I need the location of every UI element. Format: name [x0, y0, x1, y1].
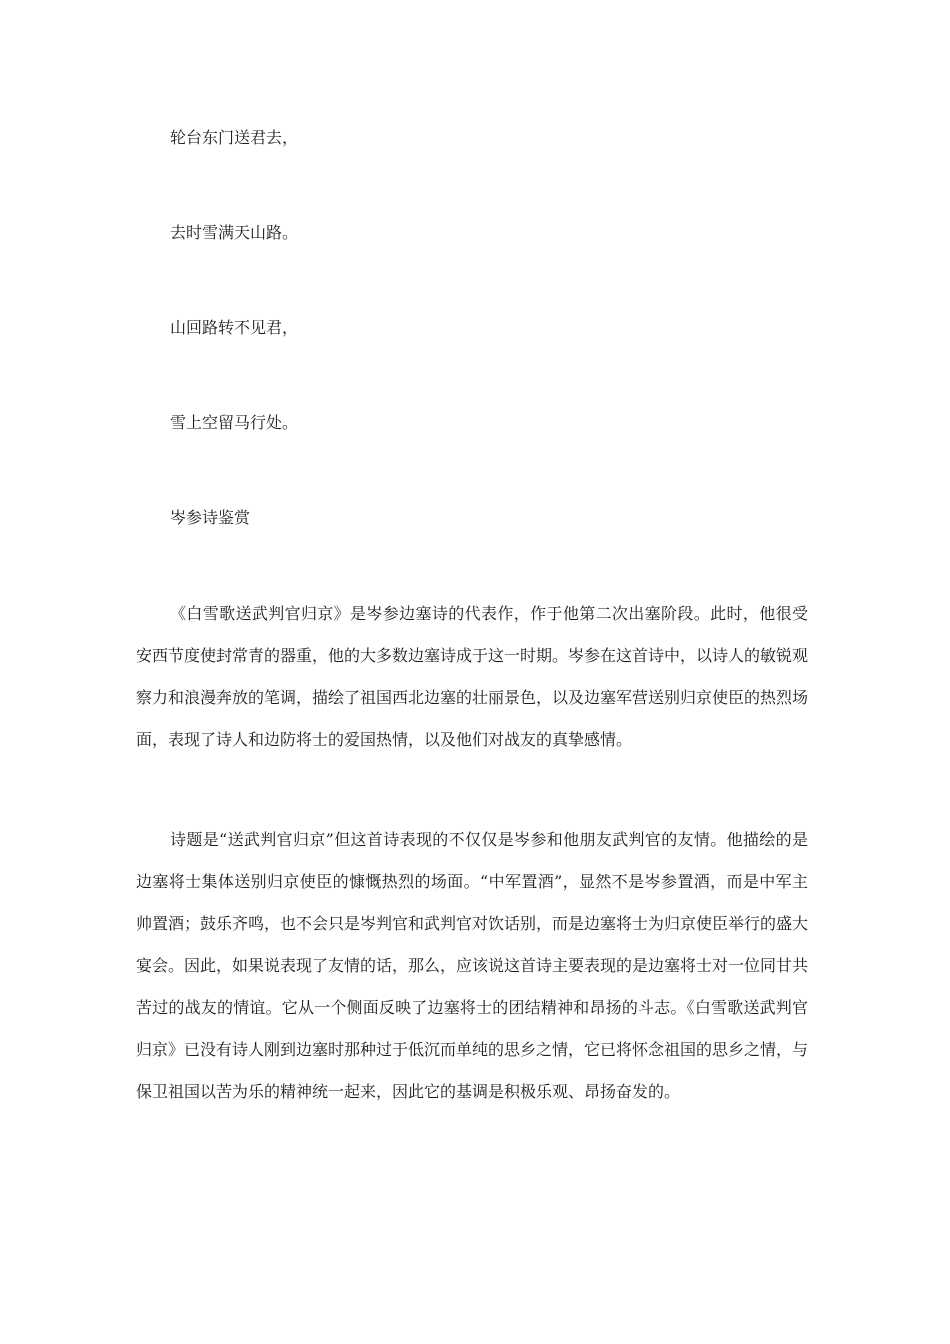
section-heading: 岑参诗鉴赏: [170, 508, 251, 527]
poem-line-4: 雪上空留马行处。: [170, 413, 299, 432]
poem-line-3: 山回路转不见君，: [170, 318, 299, 337]
poem-line-2: 去时雪满天山路。: [170, 223, 299, 242]
paragraph-2: 诗题是“送武判官归京”但这首诗表现的不仅仅是岑参和他朋友武判官的友情。他描绘的是边塞将士集体送别归京使臣的慷慨热烈的场面。“中军置酒”，显然不是岑参置酒，而是中军主帅置酒；鼓乐齐鸣，也不会只是岑判官和武判官对饮话别，而是边塞将士为归京使臣举行的盛大宴会。因此，如果说表现了友情的话，那么，应该说这首诗主要表现的是边塞将士对一位同甘共苦过的战友的情谊。它从一个侧面反映了边塞将士的团结精神和昂扬的斗志。《白雪歌送武判官归京》已没有诗人刚到边塞时那种过于低沉而单纯的思乡之情，它已将怀念祖国的思乡之情，与保卫祖国以苦为乐的精神统一起来，因此它的基调是积极乐观、昂扬奋发的。: [136, 830, 809, 1101]
poem-line-1: 轮台东门送君去，: [170, 128, 299, 147]
paragraph-1: 《白雪歌送武判官归京》是岑参边塞诗的代表作，作于他第二次出塞阶段。此时，他很受安西节度使封常青的器重，他的大多数边塞诗成于这一时期。岑参在这首诗中，以诗人的敏锐观察力和浪漫奔放的笔调，描绘了祖国西北边塞的壮丽景色，以及边塞军营送别归京使臣的热烈场面，表现了诗人和边防将士的爱国热情，以及他们对战友的真挚感情。: [136, 604, 809, 749]
